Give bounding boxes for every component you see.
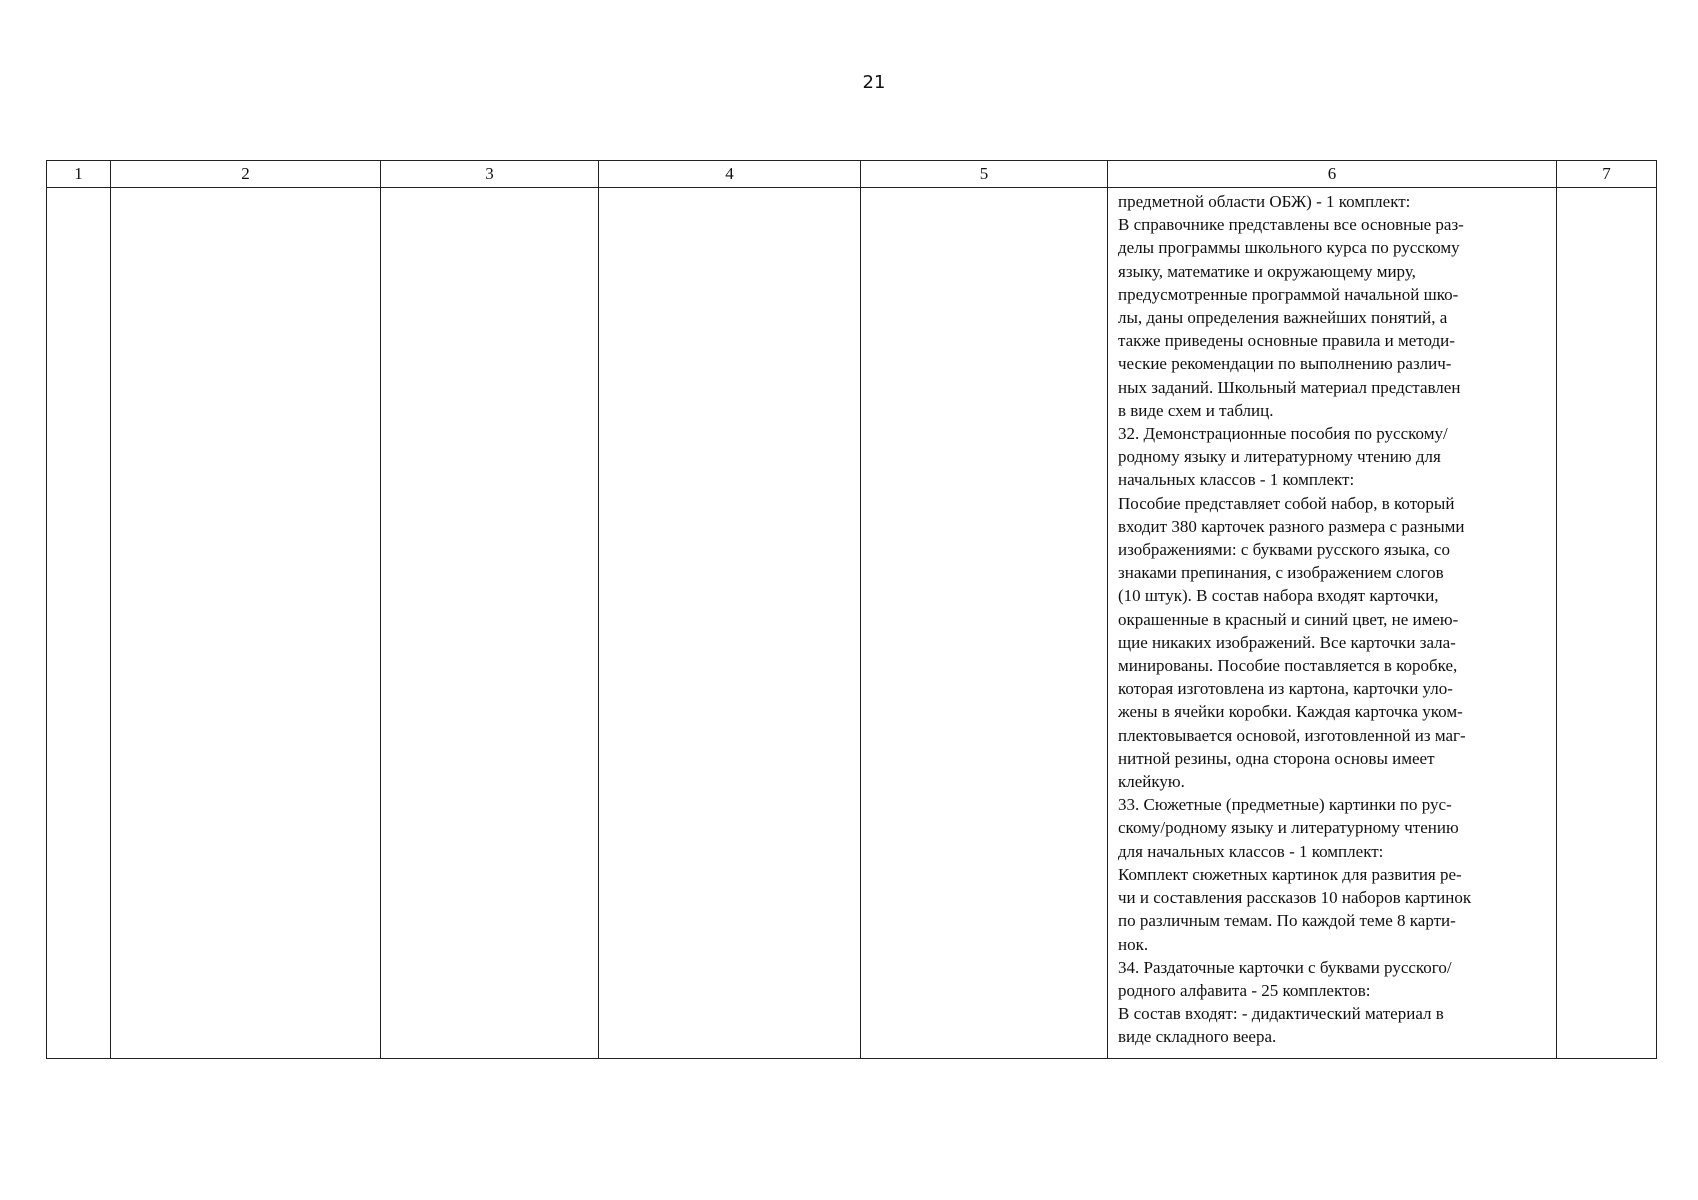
text-line: изображениями: с буквами русского языка, со — [1118, 540, 1450, 560]
column-header-5: 5 — [861, 161, 1108, 188]
text-line: жены в ячейки коробки. Каждая карточка уком- — [1118, 702, 1463, 722]
table-cell-col7 — [1557, 188, 1657, 1059]
text-line: также приведены основные правила и методи- — [1118, 331, 1455, 351]
text-line: для начальных классов - 1 комплект: — [1118, 841, 1384, 861]
column-header-7: 7 — [1557, 161, 1657, 188]
text-line: знаками препинания, с изображением слогов — [1118, 563, 1444, 583]
text-line: начальных классов - 1 комплект: — [1118, 470, 1355, 490]
table-cell-col6 — [1108, 188, 1557, 1059]
text-line: скому/родному языку и литературному чтению — [1118, 818, 1459, 838]
table-cell-col4 — [599, 188, 861, 1059]
text-line: плектовывается основой, изготовленной из маг- — [1118, 725, 1466, 745]
table-cell-col5 — [861, 188, 1108, 1059]
text-line: предусмотренные программой начальной шко- — [1118, 284, 1459, 304]
page-number: 21 — [862, 72, 886, 93]
table-row — [47, 188, 1657, 1059]
text-line: входит 380 карточек разного размера с разными — [1118, 516, 1465, 536]
text-line: виде складного веера. — [1118, 1027, 1277, 1047]
text-line: родному языку и литературному чтению для — [1118, 447, 1441, 467]
text-line: 33. Сюжетные (предметные) картинки по рус- — [1118, 795, 1452, 815]
text-line: минированы. Пособие поставляется в коробке, — [1118, 656, 1458, 676]
item-description-text — [1108, 188, 1556, 1049]
table-cell-col1 — [47, 188, 111, 1059]
text-line: родного алфавита - 25 комплектов: — [1118, 980, 1371, 1000]
text-line: по различным темам. По каждой теме 8 карти- — [1118, 911, 1456, 931]
text-line: в виде схем и таблиц. — [1118, 400, 1274, 420]
table-cell-col3 — [381, 188, 599, 1059]
text-line: (10 штук). В состав набора входят карточки, — [1118, 586, 1439, 606]
text-line: которая изготовлена из картона, карточки уло- — [1118, 679, 1453, 699]
text-line: делы программы школьного курса по русскому — [1118, 238, 1460, 258]
column-header-3: 3 — [381, 161, 599, 188]
text-line: нитной резины, одна сторона основы имеет — [1118, 748, 1435, 768]
text-line: чи и составления рассказов 10 наборов картинок — [1118, 888, 1472, 908]
text-line: языку, математике и окружающему миру, — [1118, 261, 1416, 281]
text-line: ных заданий. Школьный материал представлен — [1118, 377, 1461, 397]
document-table — [46, 160, 1657, 1059]
text-line: Комплект сюжетных картинок для развития ре- — [1118, 864, 1462, 884]
column-header-6: 6 — [1108, 161, 1557, 188]
text-line: предметной области ОБЖ) - 1 комплект: — [1118, 192, 1411, 211]
table-cell-col2 — [111, 188, 381, 1059]
column-header-4: 4 — [599, 161, 861, 188]
text-line: окрашенные в красный и синий цвет, не имею- — [1118, 609, 1459, 629]
table-header-row — [47, 161, 1657, 188]
text-line: лы, даны определения важнейших понятий, а — [1118, 308, 1448, 328]
text-line: клейкую. — [1118, 772, 1185, 792]
text-line: ческие рекомендации по выполнению различ- — [1118, 354, 1452, 374]
text-line: В справочнике представлены все основные раз- — [1118, 215, 1464, 235]
text-line: 32. Демонстрационные пособия по русскому/ — [1118, 424, 1448, 444]
text-line: Пособие представляет собой набор, в который — [1118, 493, 1455, 513]
column-header-1: 1 — [47, 161, 111, 188]
text-line: щие никаких изображений. Все карточки зала- — [1118, 632, 1456, 652]
text-line: нок. — [1118, 934, 1149, 954]
column-header-2: 2 — [111, 161, 381, 188]
text-line: В состав входят: - дидактический материал в — [1118, 1004, 1444, 1024]
text-line: 34. Раздаточные карточки с буквами русского/ — [1118, 957, 1452, 977]
